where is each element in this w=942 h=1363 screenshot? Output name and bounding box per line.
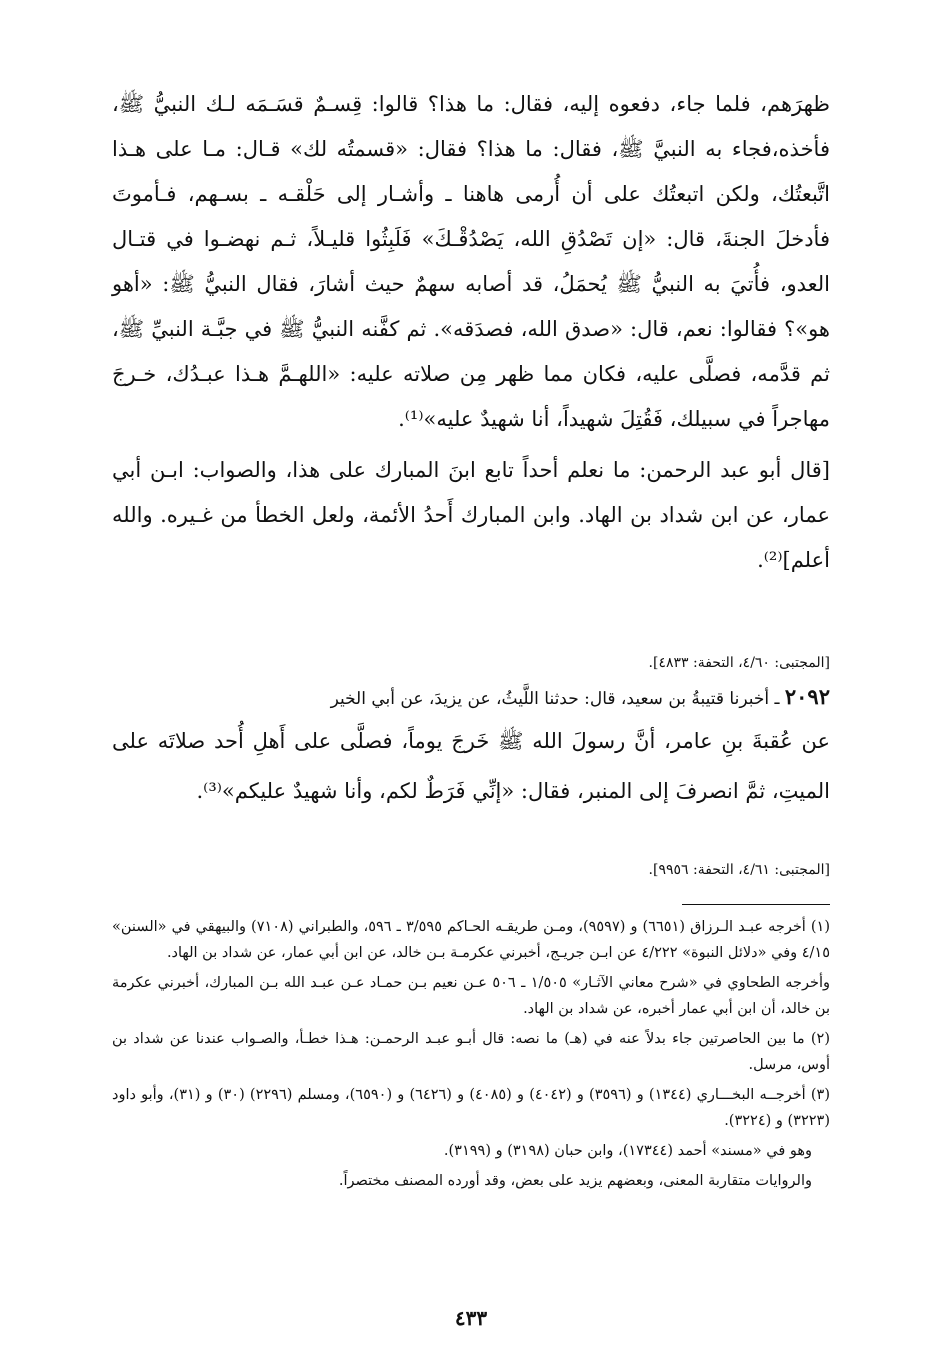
page-number: ٤٣٣	[454, 1306, 488, 1330]
main-paragraph-1: ظهرَهم، فلما جاء، دفعوه إليه، فقال: ما هذا؟ قالوا: قِسـمٌ قسَـمَه لـك النبيُّ ﷺ، فأخذه،فجاء به النبيَّ ﷺ، فقال: ما هذا؟ فقال: «قسمتُه لك» قـال: مـا على هـذا اتَّبعتُك، ولكن اتبعتُك على أن أُرمى هاهنا ـ وأشـار إلى حَلْقـه ـ بسـهم، فـأموتَ فأدخلَ الجنةَ، قال: «إن تَصْدُقِ الله، يَصْدُقْـكَ» فَلَبِثُوا قليـلاً، ثـم نهضـوا في قتـال العدو، فأُتيَ به النبيُّ ﷺ يُحمَلُ، قد أصابه سهمٌ حيث أشارَ، فقال النبيُّ ﷺ: «أهو هو»؟ فقالوا: نعم، قال: «صدق الله، فصدَقه». ثم كفَّنه النبيُّ ﷺ في جبَّـة النبيِّ ﷺ، ثم قدَّمه، فصلَّى عليه، فكان مما ظهر مِن صلاته عليه: «اللهـمَّ هـذا عبـدُك، خـرجَ مهاجراً في سبيلك، فَقُتِلَ شهيداً، أنا شهيدٌ عليه»⁽¹⁾.	[112, 92, 830, 431]
footnote-separator	[682, 904, 830, 905]
main-paragraph-2: [قال أبو عبد الرحمن: ما نعلم أحداً تابع ابنَ المبارك على هذا، والصواب: ابـن أبي عمار، عن ابن شداد بن الهاد. وابن المبارك أَحدُ الأئمة، ولعل الخطأ من غـيره. والله أعلم]⁽²⁾.	[112, 458, 830, 572]
footnote-1-continued: وأخرجه الطحاوي في «شرح معاني الآثـار» ١/٥٠٥ ـ ٥٠٦ عـن نعيم بـن حمـاد عـن عبـد الله بـن المبارك، أخبرني عكرمة بن خالد، أن ابن أبي عمار أخبره، عن شداد بن الهاد.	[112, 975, 830, 1017]
hadith-heading	[150, 684, 830, 709]
main-text	[112, 82, 830, 583]
hadith-number: ٢٠٩٢	[784, 684, 830, 709]
footnote-3: (٣) أخرجــه البخـــاري (١٣٤٤) و (٣٥٩٦) و (٤٠٤٢) و (٤٠٨٥) و (٦٤٢٦) و (٦٥٩٠)، ومسلم (٢٢٩٦) (٣٠) و (٣١)، وأبو داود (٣٢٢٣) و (٣٢٢٤).	[112, 1087, 830, 1129]
footnote-2: (٢) ما بين الحاصرتين جاء بدلاً عنه في (هـ) ما نصه: قال أبـو عبـد الرحمـن: هـذا خطـأ، والصـواب عندنا عن شداد بن أوس، مرسل.	[112, 1031, 830, 1073]
reference-2: [المجتبى: ٤/٦١، التحفة: ٩٩٥٦].	[648, 862, 830, 878]
footnote-3-note: والروايات متقاربة المعنى، وبعضهم يزيد على بعض، وقد أورده المصنف مختصراً.	[338, 1173, 812, 1189]
hadith-text: عن عُقبةَ بنِ عامر، أنَّ رسولَ الله ﷺ خَرجَ يوماً، فصلَّى على أَهلِ أُحد صلاتَه على الميتِ، ثمَّ انصرفَ إلى المنبر، فقال: «إنِّي فَرَطٌ لكم، وأنا شهيدٌ عليكم»⁽³⁾.	[112, 729, 830, 803]
hadith-chain: ـ أخبرنا قتيبةُ بن سعيد، قال: حدثنا اللَّيثُ، عن يزيدَ، عن أبي الخير	[330, 689, 780, 709]
footnote-3-continued: وهو في «مسند» أحمد (١٧٣٤٤)، وابن حبان (٣١٩٨) و (٣١٩٩).	[443, 1143, 812, 1159]
footnote-1: (١) أخرجه عبـد الـرزاق (٦٦٥١) و (٩٥٩٧)، ومـن طريقـه الحـاكم ٣/٥٩٥ ـ ٥٩٦، والطبراني (٧١٠٨) والبيهقي في «السنن» ٤/١٥ وفي «دلائل النبوة» ٤/٢٢٢ عن ابـن جريـج، أخبرني عكرمـة بـن خالد، عن ابن أبي عمار، عن شداد بن الهاد.	[112, 919, 830, 961]
footnotes	[112, 914, 830, 1198]
reference-1: [المجتبى: ٤/٦٠، التحفة: ٤٨٣٣].	[648, 655, 830, 671]
